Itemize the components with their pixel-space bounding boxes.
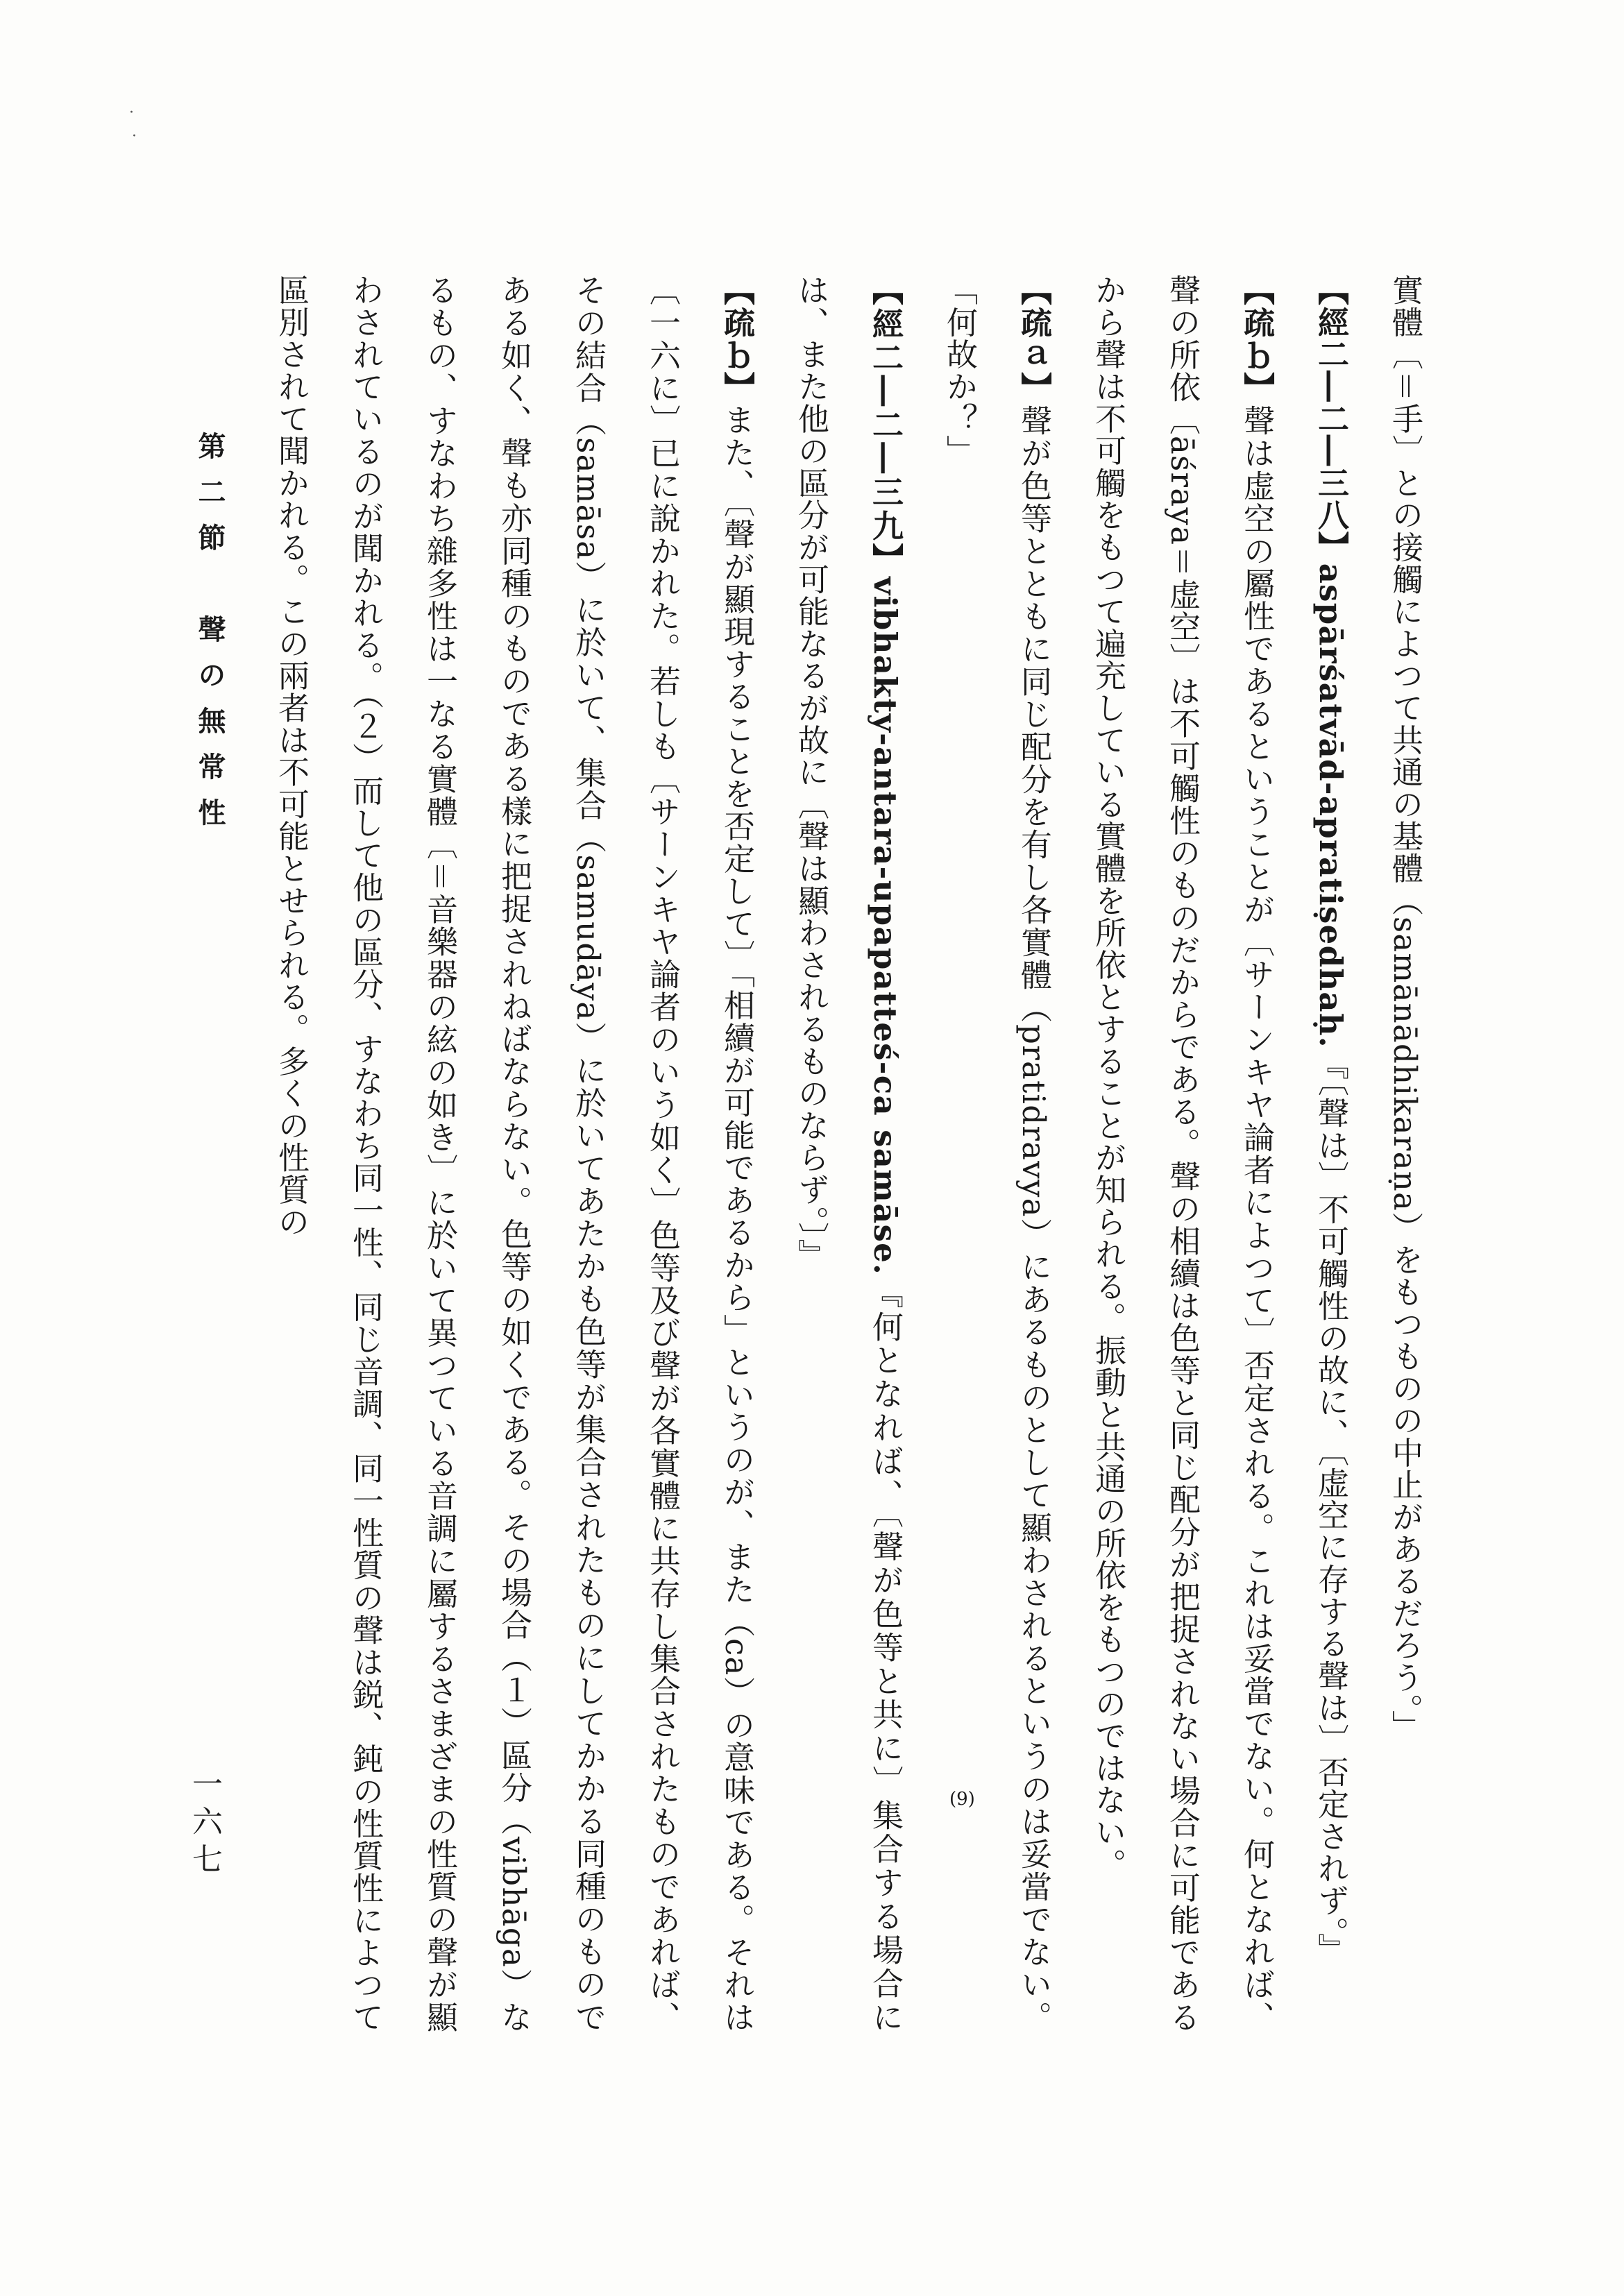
paragraph xyxy=(1294,274,1368,2033)
scan-speck: · xyxy=(129,104,134,121)
paragraph-text: 聲は虚空の屬性であるということが〔サーンキヤ論者によつて〕否定される。これは妥當でない。何となれば、聲の所依〔āśraya＝虚空〕は不可觸性のものだからである。聲の相續は色等と同じ配分が把捉されない場合に可能であるから聲は不可觸をもつて遍充している實體を所依とすることが知られる。振動と共通の所依をもつのではない。 xyxy=(1090,274,1275,2033)
page-number: 一六七 xyxy=(187,1768,222,1880)
scan-speck: · xyxy=(132,128,137,145)
footnote-reference: (9) xyxy=(949,1789,975,1810)
paragraph-text: また、〔聲が顯現することを否定して〕「相續が可能であるから」というのが、また（ca）の意味である。それは〔一六に〕已に說かれた。若しも〔サーンキヤ論者のいう如く〕色等及び聲が各實體に共存し集合されたものであれば、その結合（samāsa）に於いて、集合（samudāya）に於いてあたかも色等が集合されたものにしてかかる同種のものである如く、聲も亦同種のものである樣に把捉されねばならない。色等の如くである。その場合（１）區分（vibhāga）なるもの、すなわち雜多性は一なる實體〔＝音樂器の絃の如き〕に於いて異つている音調に屬するさまざまの性質の聲が顯わされているのが聞かれる。（２）而して他の區分、すなわち同一性、同じ音調、同一性質の聲は鋭、鈍の性質性によつて區別されて聞かれる。この兩者は不可能とせられる。多くの性質の xyxy=(273,274,755,2033)
sanskrit-text: aspārśatvād-apratiṣedhaḥ. xyxy=(1312,563,1349,1048)
paragraph-text: 實體〔＝手〕との接觸によつて共通の基體（samānādhikaraṇa）をもつものの中止があるだろう。」 xyxy=(1387,274,1423,1742)
paragraph-text: 『何となれば、〔聲が色等と共に〕集合する場合には、また他の區分が可能なるが故に〔聲は顯わされるものならず。〕』 xyxy=(793,274,904,2033)
paragraph xyxy=(922,274,1071,2033)
commentary-marker: 【疏ｂ】 xyxy=(1238,274,1275,405)
body-text xyxy=(130,274,1442,2033)
running-header: 第二節 聲の無常性 xyxy=(194,432,226,844)
sutra-marker: 【經二―二―三九】 xyxy=(867,274,904,577)
commentary-marker: 【疏ｂ】 xyxy=(718,274,755,405)
commentary-marker: 【疏ａ】 xyxy=(1015,274,1052,405)
paragraph-text: 『〔聲は〕不可觸性の故に、〔虚空に存する聲は〕否定されず。』 xyxy=(1312,1048,1349,1966)
sutra-marker: 【經二―二―三八】 xyxy=(1312,274,1349,563)
paragraph-text: 聲が色等とともに同じ配分を有し各實體（pratidravya）にあるものとして顯わされるというのは妥當でない。「何故か？」 xyxy=(941,274,1052,2033)
sanskrit-text: vibhakty-antara-upapatteś-ca samāse. xyxy=(867,577,904,1276)
paragraph xyxy=(774,274,922,2033)
paragraph xyxy=(1071,274,1294,2033)
paragraph xyxy=(254,274,774,2033)
paragraph xyxy=(1368,274,1442,2033)
